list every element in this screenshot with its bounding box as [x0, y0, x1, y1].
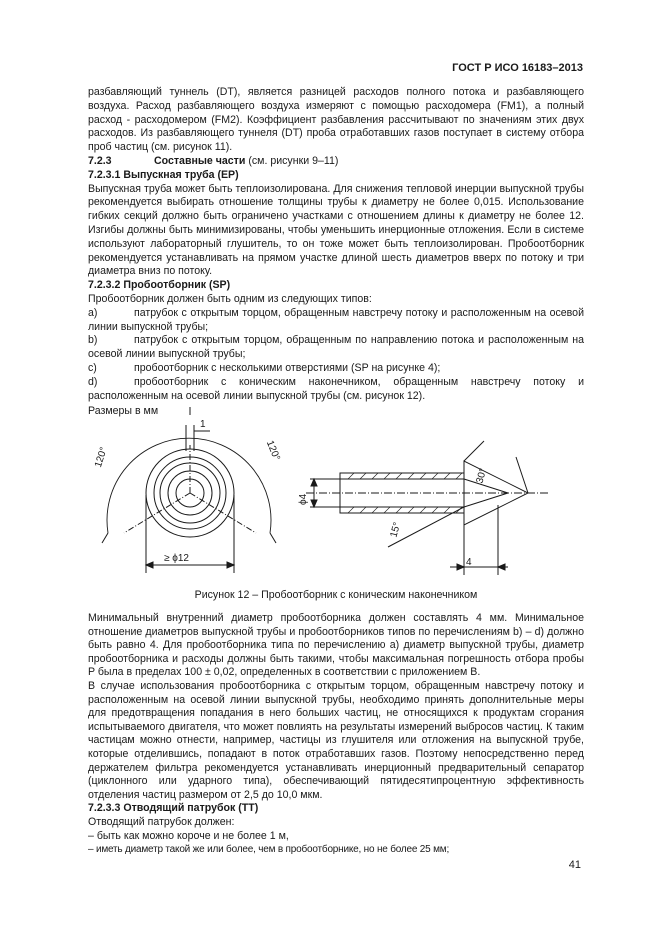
- angle-30-label: 30°: [474, 467, 490, 485]
- list-mark: b): [88, 334, 98, 347]
- list-item: [88, 376, 584, 404]
- width-label: 1: [200, 419, 206, 430]
- list-text: патрубок с открытым торцом, обращенным по направлению потока и расположенным на осевой линии выпускной трубы;: [88, 334, 584, 361]
- angle-right-label: 120°: [263, 439, 282, 463]
- list-mark: a): [88, 306, 98, 319]
- side-view: [306, 441, 548, 575]
- page-number: 41: [568, 859, 581, 871]
- list-item: [88, 362, 584, 376]
- paragraph-dilution: разбавляющий туннель (DT), является разницей расходов полного потока и разбавляющего воздуха. Расход разбавляющего воздуха измеряют с помощью расходомера (FM1), а полный расход - расходомером (FM2). Коэффициент разбавления рассчитывают по значениям этих двух расходов. Из разбавляющего туннеля (DT) проба отработавших газов поступает в систему отбора проб частиц (см. рисунок 11).: [88, 86, 584, 154]
- list-mark: d): [88, 375, 98, 388]
- diameter-12-label: ≥ ϕ12: [164, 553, 189, 564]
- angle-15-label: 15°: [388, 521, 404, 539]
- section-ref: (см. рисунки 9–11): [245, 154, 339, 167]
- end-view: [102, 407, 276, 573]
- diameter-4-label: ϕ4: [298, 493, 309, 505]
- list-item: – иметь диаметр такой же или более, чем в пробоотборнике, но не более 25 мм;: [88, 844, 450, 856]
- paragraph-tt-intro: Отводящий патрубок должен:: [88, 815, 235, 828]
- section-7-2-3-3-heading: 7.2.3.3 Отводящий патрубок (TT): [88, 802, 259, 815]
- paragraph-open-end-case: В случае использования пробоотборника с открытым торцом, обращенным навстречу потоку и расположенным на осевой линии выпускной трубы, необходимо принять дополнительные меры для предотвращения попадания в него больших частиц, не относящихся к продуктам сгорания испытываемого двигателя, что может повлиять на результаты измерений выбросов частиц. К таким частицам можно отнести, например, частицы из глушителя или отложения на выпускной трубе, которые отделившись, попадают в поток отработавших газов. Поэтому непосредственно перед держателем фильтра рекомендуется устанавливать инерционный предварительный сепаратор (циклонного или ударного типа), обеспечивающий пятидесятипроцентную эффективность отделения частиц размером от 2,5 до 10,0 мкм.: [88, 679, 584, 801]
- list-text: пробоотборник с коническим наконечником, обращенным навстречу потоку и расположенным на осевой линии выпускной трубы (см. рисунок 12).: [88, 375, 584, 402]
- text-block-top: [88, 86, 584, 419]
- dimensions-note: Размеры в мм: [88, 405, 159, 418]
- probe-figure: [88, 405, 584, 585]
- paragraph-exhaust-pipe: Выпускная труба может быть теплоизолирована. Для снижения тепловой инерции выпускной трубы рекомендуется выбирать отношение толщины трубы к диаметру не более 0,015. Использование гибких секций должно быть ограничено участками с отношением длины к диаметру не более 12. Изгибы должны быть минимизированы, чтобы уменьшить инерционные отложения. Если в системе используют лабораторный глушитель, то он тоже может быть теплоизолирован. Пробоотборник рекомендуется устанавливать на прямом участке длиной шесть диаметров вверх по потоку и три диаметра вниз по потоку.: [88, 182, 584, 278]
- list-text: патрубок с открытым торцом, обращенным навстречу потоку и расположенным на осевой линии выпускной трубы;: [88, 306, 584, 333]
- paragraph-probe-intro: Пробоотборник должен быть одним из следующих типов:: [88, 292, 372, 305]
- section-7-2-3-2-heading: 7.2.3.2 Пробоотборник (SP): [88, 279, 231, 292]
- figure-caption: Рисунок 12 – Пробоотборник с коническим наконечником: [194, 589, 478, 601]
- list-text: пробоотборник с несколькими отверстиями (SP на рисунке 4);: [134, 361, 441, 374]
- list-item: – быть как можно короче и не более 1 м,: [88, 829, 289, 842]
- length-4-label: 4: [466, 557, 472, 568]
- paragraph-min-diameter: Минимальный внутренний диаметр пробоотборника должен составлять 4 мм. Минимальное отношение диаметров выпускной трубы и пробоотборников типов по перечислениям b) – d) должно быть равно 4. Для пробоотборника типа по перечислению а) диаметр выпускной трубы, диаметр пробоотборника и расходы должны быть такими, чтобы максимальная погрешность отбора пробы P была в пределах 100 ± 0,02, определенных в соответствии с приложением В.: [88, 612, 584, 679]
- list-item: [88, 307, 584, 335]
- section-title: Составные части: [154, 154, 246, 167]
- section-number: 7.2.3: [88, 154, 112, 167]
- list-item: [88, 334, 584, 362]
- section-7-2-3-heading: [88, 155, 584, 169]
- section-7-2-3-1-heading: 7.2.3.1 Выпускная труба (EP): [88, 168, 239, 181]
- probe-drawing: [88, 405, 584, 585]
- angle-left-label: 120°: [92, 445, 110, 469]
- standard-header: ГОСТ Р ИСО 16183–2013: [452, 62, 583, 74]
- text-block-bottom: [88, 612, 584, 857]
- list-mark: c): [88, 361, 97, 374]
